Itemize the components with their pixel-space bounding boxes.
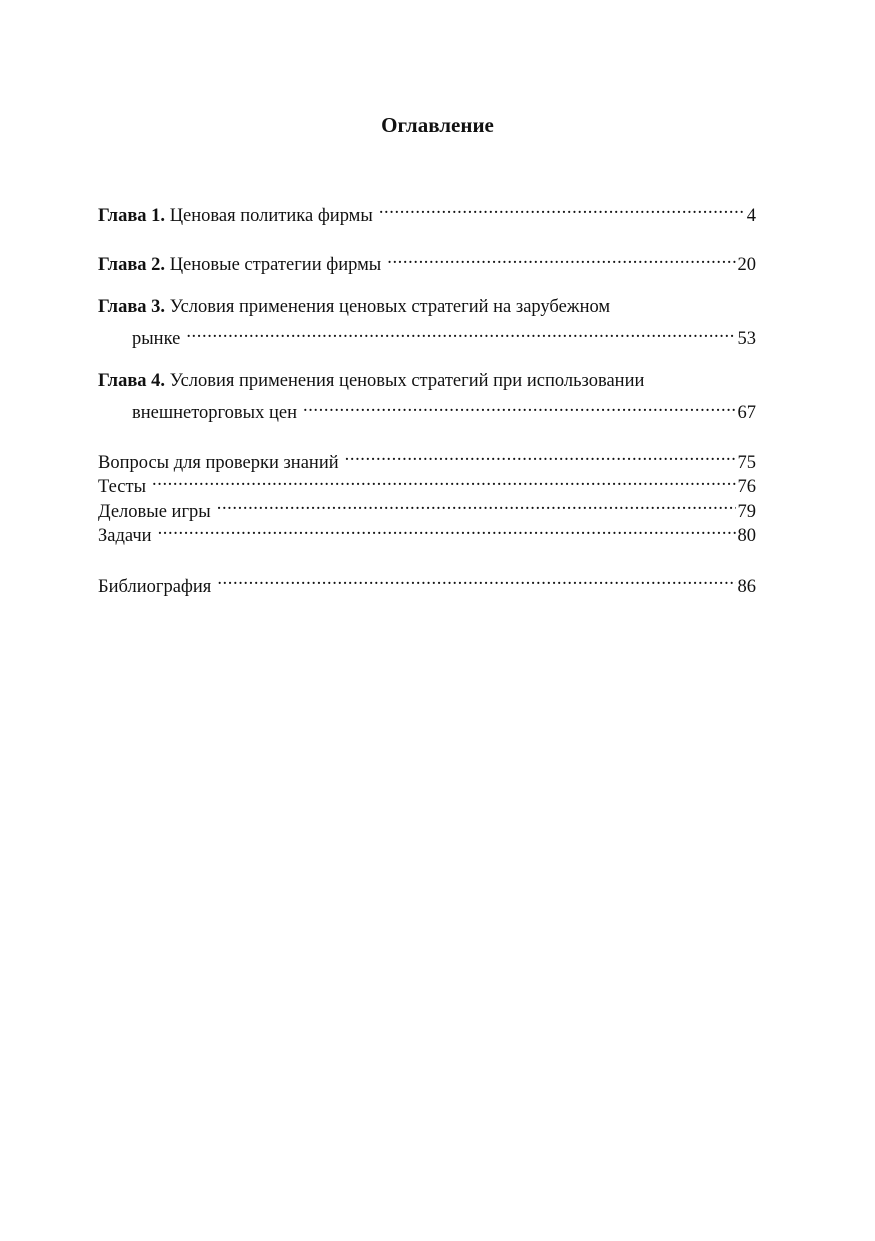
chapter-title: Условия применения ценовых стратегий на зарубежном <box>169 297 611 317</box>
dot-leader <box>387 246 735 271</box>
toc-entry-first-line <box>98 295 756 320</box>
chapter-title: Ценовая политика фирмы <box>169 205 373 226</box>
chapter-label: Глава 2. <box>98 255 166 275</box>
dot-leader <box>217 492 736 517</box>
chapter-label: Глава 4. <box>98 371 166 391</box>
page-number: 79 <box>737 501 756 522</box>
chapter-label: Глава 1. <box>98 205 166 226</box>
toc-entry-title: Деловые игры <box>98 501 211 522</box>
page-number: 4 <box>746 205 756 226</box>
chapter-title: Ценовые стратегии фирмы <box>169 255 382 275</box>
toc-entry-questions[interactable] <box>98 443 756 473</box>
dot-leader <box>158 517 736 542</box>
toc-entry-problems[interactable] <box>98 517 756 546</box>
toc-entry-chapter-2[interactable] <box>98 246 756 275</box>
page-number: 53 <box>737 329 756 349</box>
dot-leader <box>379 196 745 221</box>
toc-entry-title: Вопросы для проверки знаний <box>98 452 339 473</box>
page-number: 80 <box>737 526 756 546</box>
chapter-title-continued: рынке <box>132 329 181 349</box>
toc-entry-title: Задачи <box>98 526 152 546</box>
toc-entry-chapter-1[interactable] <box>98 196 756 226</box>
toc-entry-text <box>98 253 381 278</box>
page-number: 76 <box>737 477 756 497</box>
chapter-label: Глава 3. <box>98 297 166 317</box>
toc-entry-title: Тесты <box>98 477 146 497</box>
toc-entry-tests[interactable] <box>98 468 756 497</box>
toc-entry-second-line <box>98 320 756 349</box>
toc-entry-bibliography[interactable] <box>98 567 756 597</box>
toc-entry-first-line <box>98 369 756 394</box>
toc-entry-text <box>98 204 373 229</box>
toc-entry-second-line <box>98 394 756 423</box>
dot-leader <box>303 394 736 419</box>
page-title: Оглавление <box>381 113 494 137</box>
page-number: 20 <box>737 255 756 275</box>
toc-entry-title: Библиография <box>98 576 212 597</box>
dot-leader <box>186 320 735 345</box>
chapter-title-continued: внешнеторговых цен <box>132 403 297 423</box>
page-number: 67 <box>737 403 756 423</box>
table-of-contents <box>98 196 756 597</box>
toc-entry-chapter-3[interactable] <box>98 295 756 349</box>
dot-leader <box>345 443 736 468</box>
page-number: 75 <box>737 452 756 473</box>
toc-entry-business-games[interactable] <box>98 492 756 522</box>
dot-leader <box>217 567 735 592</box>
toc-extras-group <box>98 443 756 546</box>
chapter-title: Условия применения ценовых стратегий при использовании <box>169 371 645 391</box>
dot-leader <box>152 468 736 493</box>
toc-entry-chapter-4[interactable] <box>98 369 756 423</box>
page-number: 86 <box>737 576 756 597</box>
